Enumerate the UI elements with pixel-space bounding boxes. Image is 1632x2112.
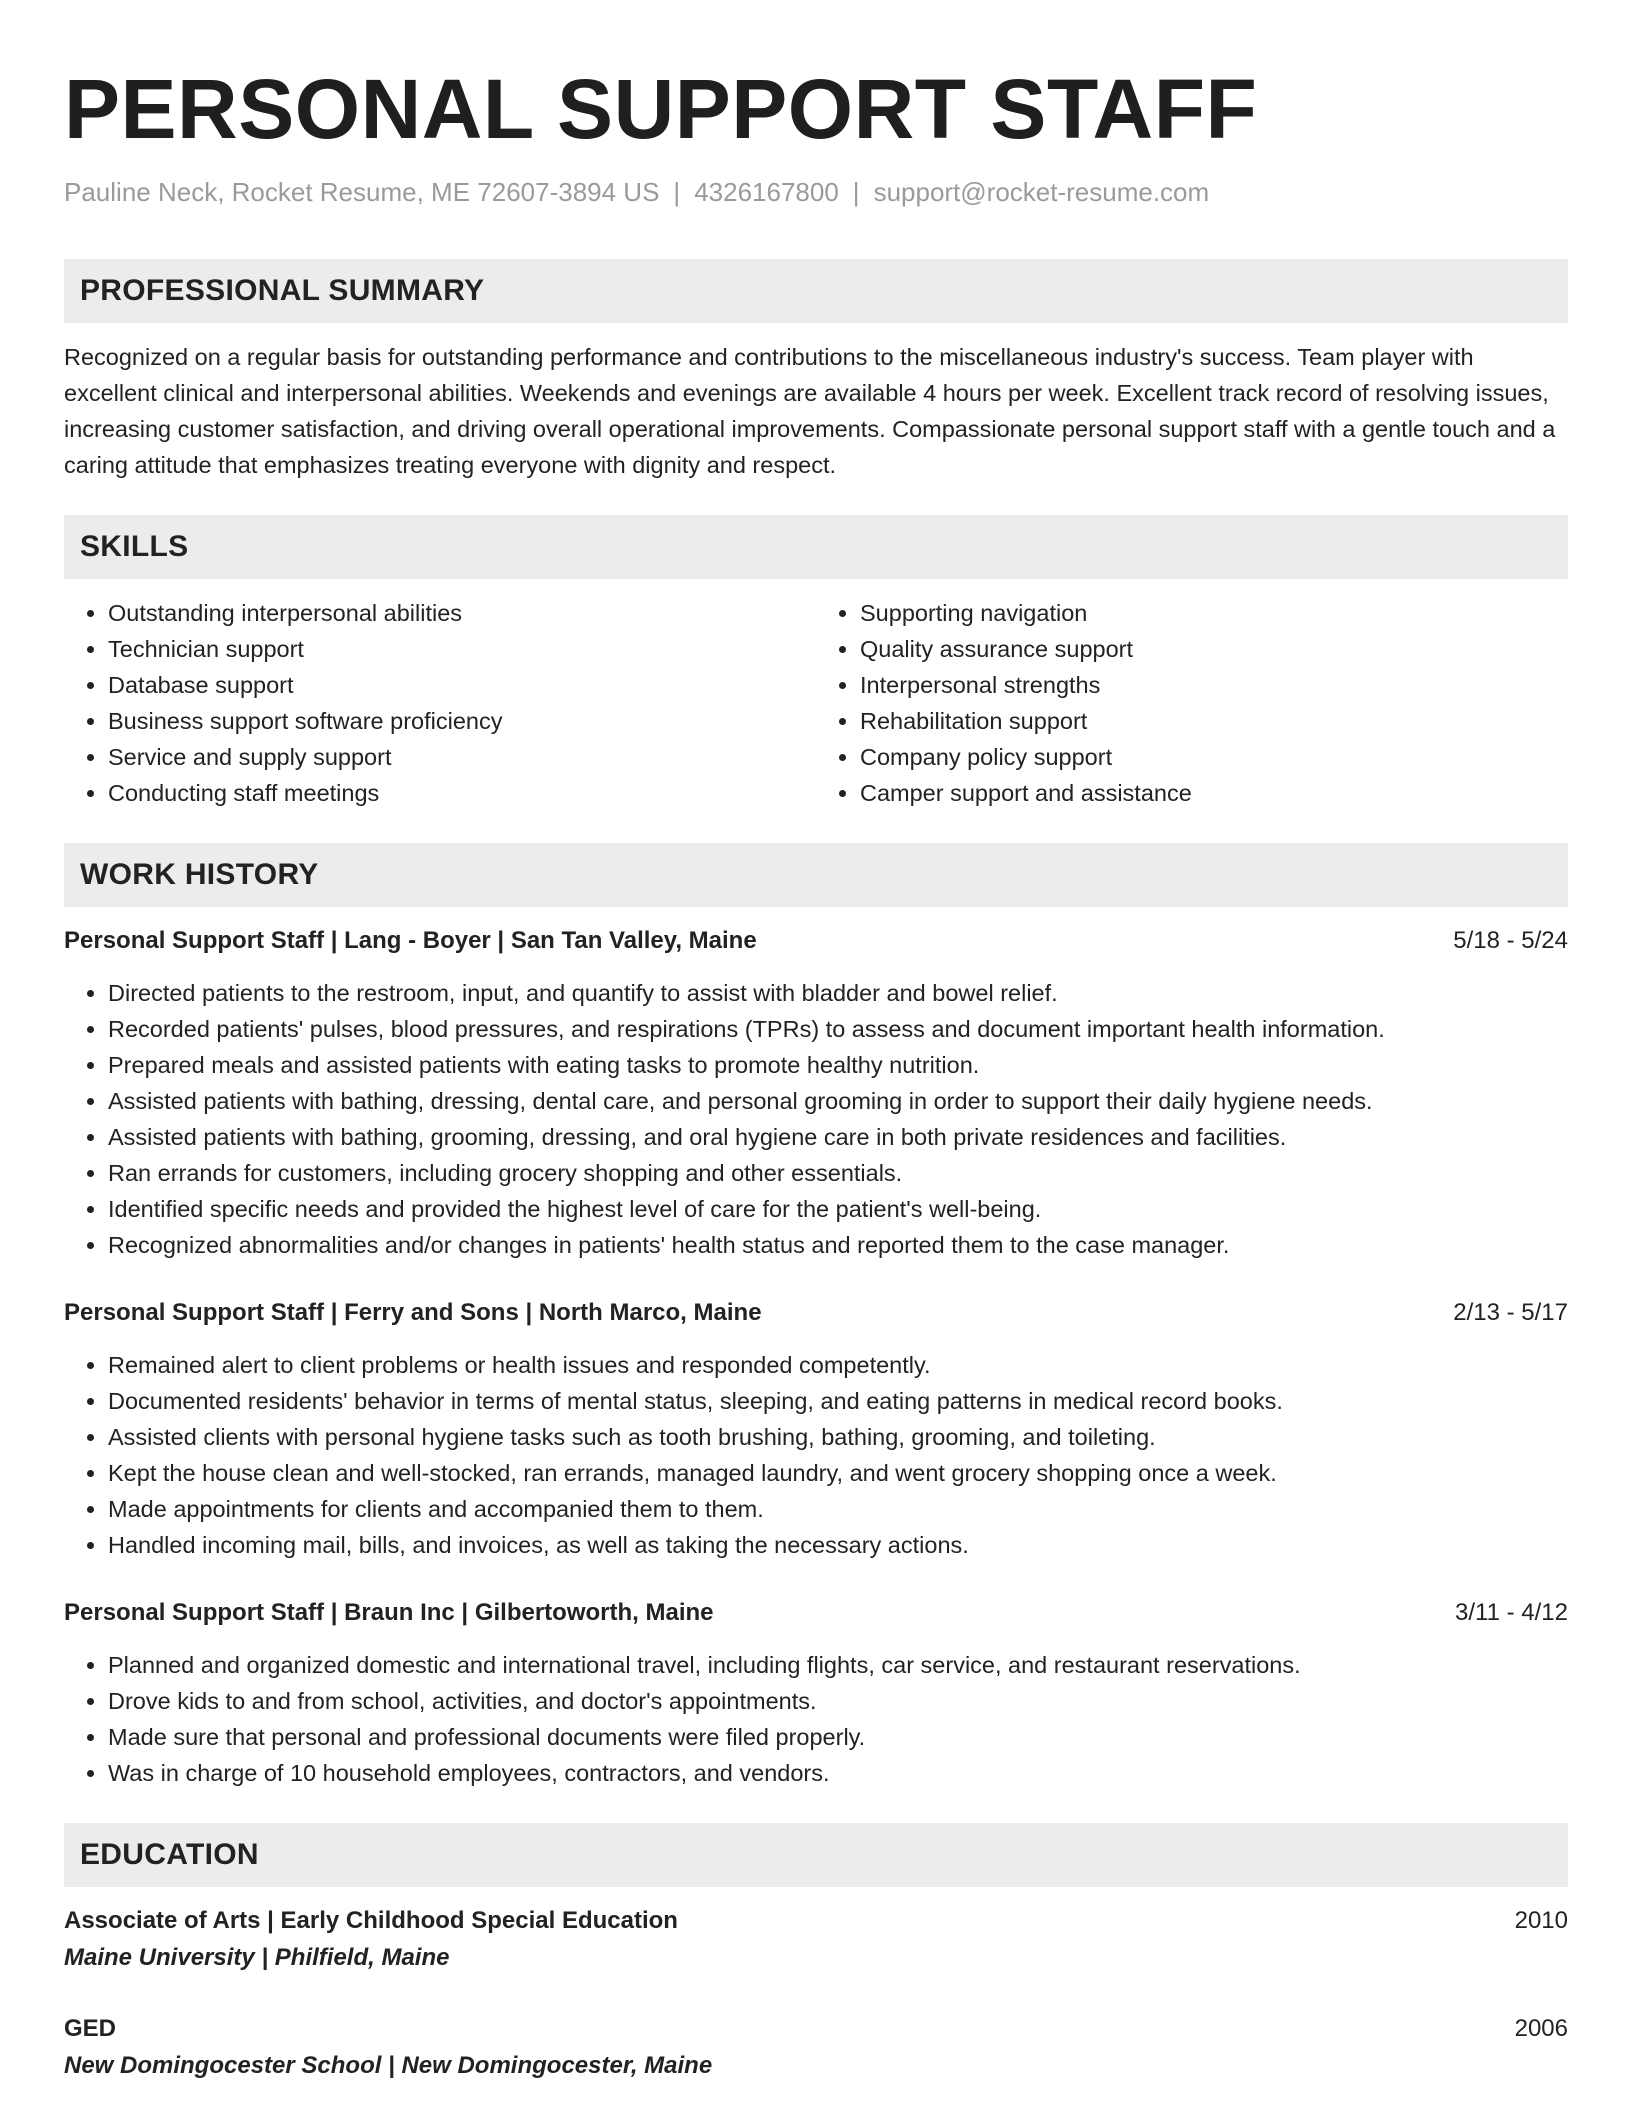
skill-item: • Conducting staff meetings bbox=[108, 775, 816, 811]
job-bullet: • Drove kids to and from school, activities, and doctor's appointments. bbox=[108, 1683, 1568, 1719]
contact-address: Pauline Neck, Rocket Resume, ME 72607-3894 US bbox=[64, 176, 660, 207]
job-title: Personal Support Staff | Ferry and Sons | North Marco, Maine bbox=[64, 1298, 762, 1326]
skill-item: • Company policy support bbox=[860, 739, 1568, 775]
job-bullet: • Documented residents' behavior in terms of mental status, sleeping, and eating patterns in medical record books. bbox=[108, 1383, 1568, 1419]
skill-item: • Outstanding interpersonal abilities bbox=[108, 595, 816, 631]
job-title: Personal Support Staff | Braun Inc | Gilbertoworth, Maine bbox=[64, 1598, 714, 1626]
job-bullet: • Assisted clients with personal hygiene tasks such as tooth brushing, bathing, grooming, and toileting. bbox=[108, 1419, 1568, 1455]
education-header bbox=[64, 2011, 1568, 2047]
skill-item: • Service and supply support bbox=[108, 739, 816, 775]
skill-item: • Database support bbox=[108, 667, 816, 703]
job-entry bbox=[64, 923, 1568, 1263]
job-bullet: • Planned and organized domestic and international travel, including flights, car service, and restaurant reservations. bbox=[108, 1647, 1568, 1683]
job-bullet: • Prepared meals and assisted patients with eating tasks to promote healthy nutrition. bbox=[108, 1047, 1568, 1083]
job-title: Personal Support Staff | Lang - Boyer | San Tan Valley, Maine bbox=[64, 926, 757, 954]
job-entry bbox=[64, 1595, 1568, 1791]
education-school: Maine University | Philfield, Maine bbox=[64, 1943, 450, 1971]
contact-separator: | bbox=[852, 176, 860, 207]
skills-column-right bbox=[816, 595, 1568, 811]
skill-item: • Camper support and assistance bbox=[860, 775, 1568, 811]
job-bullets bbox=[64, 1347, 1568, 1563]
section-heading-skills: SKILLS bbox=[64, 515, 1568, 579]
contact-separator: | bbox=[673, 176, 681, 207]
job-bullets bbox=[64, 1647, 1568, 1791]
skills-list bbox=[64, 595, 1568, 811]
job-header bbox=[64, 923, 1568, 959]
education-entry bbox=[64, 1903, 1568, 1977]
job-dates: 2/13 - 5/17 bbox=[1453, 1298, 1568, 1326]
skill-item: • Technician support bbox=[108, 631, 816, 667]
job-bullet: • Remained alert to client problems or health issues and responded competently. bbox=[108, 1347, 1568, 1383]
job-bullets bbox=[64, 975, 1568, 1263]
skill-item: • Rehabilitation support bbox=[860, 703, 1568, 739]
job-entry bbox=[64, 1295, 1568, 1563]
education-header bbox=[64, 1903, 1568, 1939]
section-heading-summary: PROFESSIONAL SUMMARY bbox=[64, 259, 1568, 323]
job-bullet: • Directed patients to the restroom, input, and quantify to assist with bladder and bowel relief. bbox=[108, 975, 1568, 1011]
job-bullet: • Ran errands for customers, including grocery shopping and other essentials. bbox=[108, 1155, 1568, 1191]
job-header bbox=[64, 1295, 1568, 1331]
education-year: 2010 bbox=[1514, 1906, 1568, 1934]
education-degree: GED bbox=[64, 2014, 117, 2042]
job-bullet: • Was in charge of 10 household employees, contractors, and vendors. bbox=[108, 1755, 1568, 1791]
job-bullet: • Made appointments for clients and accompanied them to them. bbox=[108, 1491, 1568, 1527]
summary-text: Recognized on a regular basis for outstanding performance and contributions to the miscellaneous industry's success. Team player with excellent clinical and interpersonal abilities. Weekends and evenings are available 4 hours per week. Excellent track record of resolving issues, increasing customer satisfaction, and driving overall operational improvements. Compassionate personal support staff with a gentle touch and a caring attitude that emphasizes treating everyone with dignity and respect. bbox=[64, 343, 1556, 478]
job-bullet: • Recorded patients' pulses, blood pressures, and respirations (TPRs) to assess and document important health information. bbox=[108, 1011, 1568, 1047]
skill-item: • Business support software proficiency bbox=[108, 703, 816, 739]
job-dates: 3/11 - 4/12 bbox=[1455, 1598, 1568, 1626]
education-entry bbox=[64, 2011, 1568, 2085]
job-bullet: • Assisted patients with bathing, grooming, dressing, and oral hygiene care in both private residences and facilities. bbox=[108, 1119, 1568, 1155]
job-bullet: • Identified specific needs and provided the highest level of care for the patient's well-being. bbox=[108, 1191, 1568, 1227]
job-header bbox=[64, 1595, 1568, 1631]
job-bullet: • Made sure that personal and professional documents were filed properly. bbox=[108, 1719, 1568, 1755]
job-bullet: • Recognized abnormalities and/or changes in patients' health status and reported them to the case manager. bbox=[108, 1227, 1568, 1263]
contact-email: support@rocket-resume.com bbox=[873, 176, 1210, 207]
education-degree: Associate of Arts | Early Childhood Special Education bbox=[64, 1906, 678, 1934]
section-heading-education: EDUCATION bbox=[64, 1823, 1568, 1887]
contact-line bbox=[64, 177, 1568, 208]
job-bullet: • Handled incoming mail, bills, and invoices, as well as taking the necessary actions. bbox=[108, 1527, 1568, 1563]
job-dates: 5/18 - 5/24 bbox=[1453, 926, 1568, 954]
resume-name-title: PERSONAL SUPPORT STAFF bbox=[64, 62, 1258, 156]
skill-item: • Interpersonal strengths bbox=[860, 667, 1568, 703]
skill-item: • Quality assurance support bbox=[860, 631, 1568, 667]
education-year: 2006 bbox=[1514, 2014, 1568, 2042]
skill-item: • Supporting navigation bbox=[860, 595, 1568, 631]
job-bullet: • Assisted patients with bathing, dressing, dental care, and personal grooming in order to support their daily hygiene needs. bbox=[108, 1083, 1568, 1119]
section-heading-work-history: WORK HISTORY bbox=[64, 843, 1568, 907]
job-bullet: • Kept the house clean and well-stocked, ran errands, managed laundry, and went grocery shopping once a week. bbox=[108, 1455, 1568, 1491]
contact-phone: 4326167800 bbox=[694, 176, 839, 207]
skills-column-left bbox=[64, 595, 816, 811]
education-school: New Domingocester School | New Domingocester, Maine bbox=[64, 2051, 713, 2079]
